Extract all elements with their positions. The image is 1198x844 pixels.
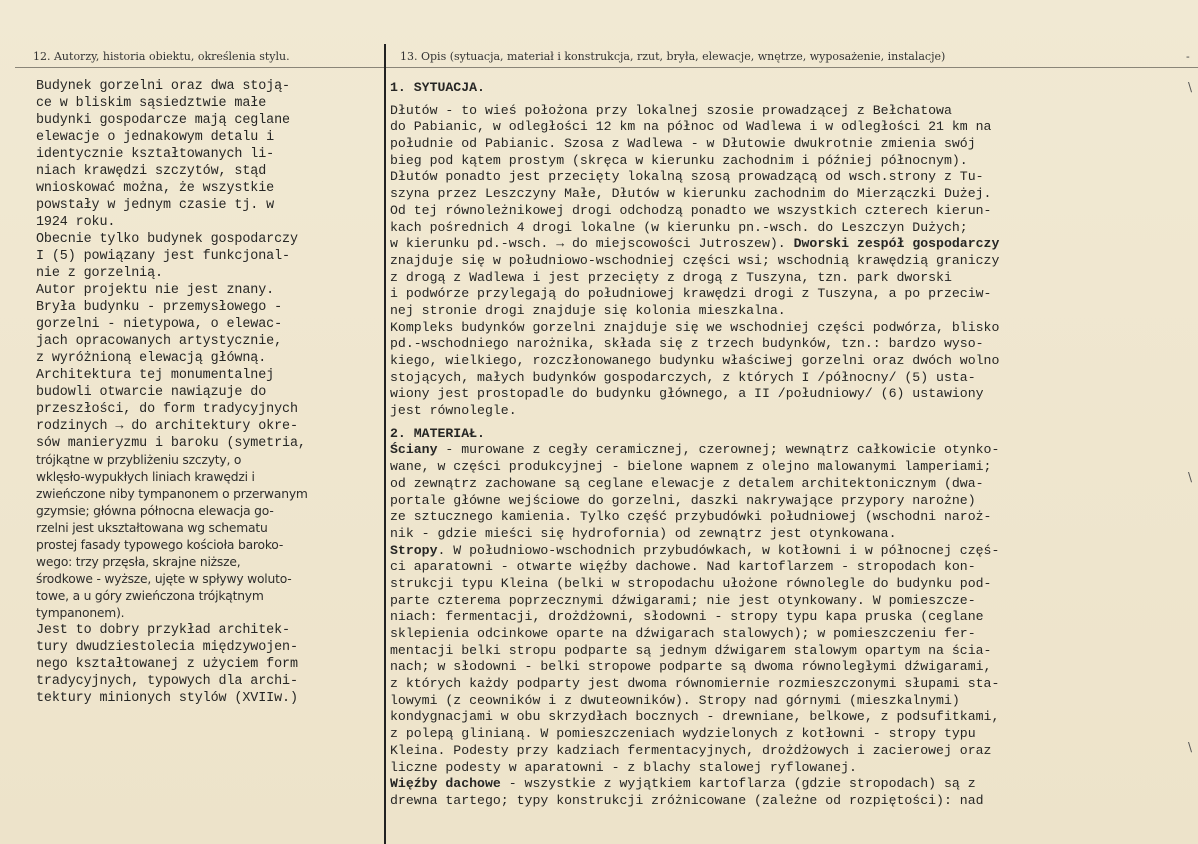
text-line: wnioskować można, że wszystkie [36, 181, 275, 196]
text-line: z drogą z Wadlewa i jest przecięty z drogą z Tuszyna, tzn. park dworski [390, 269, 952, 285]
text-line: jach opracowanych artystycznie, [36, 334, 283, 349]
text-line: powstały w jednym czasie tj. w [36, 198, 275, 213]
text-line: liczne podesty w aparatowni - z blachy stalowej ryflowanej. [390, 759, 857, 775]
line-text: w kierunku pd.-wsch. → do miejscowości Jutroszew). [390, 236, 794, 252]
heading-ceilings: Stropy [390, 542, 438, 558]
header-dash: - [1186, 50, 1190, 63]
section-title-material: 2. MATERIAŁ. [390, 425, 485, 441]
text-line: Obecnie tylko budynek gospodarczy [36, 232, 298, 247]
margin-mark: \ [1188, 740, 1193, 754]
handwritten-line: zwieńczone niby tympanonem o przerwanym [36, 487, 308, 501]
text-line: przeszłości, do form tradycyjnych [36, 402, 298, 417]
line-text: - murowane z cegły ceramicznej, czerownej; wewnątrz całkowicie otynko- [437, 442, 1000, 458]
text-line: Dłutów ponadto jest przecięty lokalną szosą prowadzącą od wsch.strony z Tu- [390, 169, 984, 185]
text-line: tury dwudziestolecia międzywojen- [36, 640, 298, 655]
handwritten-line: trójkątne w przybliżeniu szczyty, o [36, 453, 242, 467]
text-line: strukcji typu Kleina (belki w stropodachu ułożone równolegle do budynku pod- [390, 575, 992, 591]
handwritten-line: prostej fasady typowego kościoła baroko- [36, 538, 284, 552]
text-line [390, 776, 1190, 793]
handwritten-line: rzelni jest ukształtowana wg schematu [36, 521, 268, 535]
section-title-situation: 1. SYTUACJA. [390, 80, 485, 95]
text-line: 1924 roku. [36, 215, 116, 230]
text-line: Budynek gorzelni oraz dwa stoją- [36, 79, 290, 94]
text-line: od zewnątrz zachowane są ceglane elewacje z detalem architektonicznym (dwa- [390, 475, 984, 491]
text-line: z których każdy podparty jest dwoma równomiernie rozmieszczonymi słupami sta- [390, 676, 1000, 692]
handwritten-line: gzymsie; główna północna elewacja go- [36, 504, 274, 518]
text-line: tradycyjnych, typowych dla archi- [36, 674, 298, 689]
text-line: kondygnacjami w obu skrzydłach bocznych - drewniane, belkowe, z podsufitkami, [390, 709, 1000, 725]
text-line: sklepienia odcinkowe oparte na dźwigarach stalowych); w pomieszczeniu fer- [390, 626, 976, 641]
handwritten-line: wklęsło-wypukłych liniach krawędzi i [36, 470, 255, 484]
text-line: rodzinych → do architektury okre- [36, 419, 298, 434]
history-column [36, 78, 382, 707]
text-line: nik - gdzie mieści się hydrofornia) od zewnątrz jest otynkowana. [390, 525, 897, 541]
text-line [390, 543, 1190, 560]
text-line: gorzelni - nietypowa, o elewac- [36, 317, 283, 332]
text-line: kiego, wielkiego, rozczłonowanego budynku właściwej gorzelni oraz dwóch wolno [390, 353, 1000, 368]
handwritten-line: środkowe - wyższe, ujęte w spływy woluto- [36, 572, 292, 586]
text-line: Architektura tej monumentalnej [36, 368, 275, 383]
margin-mark: \ [1188, 80, 1193, 94]
text-line: szyna przez Leszczyny Małe, Dłutów w kierunku zachodnim do Mierzączki Dużej. [390, 186, 992, 202]
text-line: ci aparatowni - otwarte więźby dachowe. Nad kartoflarzem - stropodach kon- [390, 559, 976, 575]
text-line: jest równolegle. [390, 403, 517, 419]
text-line: ze sztucznego kamienia. Tylko część przybudówki południowej (wschodni naroż- [390, 509, 992, 525]
text-line: portale główne wejściowe do gorzelni, daszki nakrywające przypory narożne) [390, 492, 976, 508]
text-line: mentacji belki stropu podparte są jednym dźwigarem stalowym opartym na ścia- [390, 642, 992, 658]
text-line: pd.-wschodniego narożnika, składa się z trzech budynków, tzn.: bardzo wyso- [390, 336, 984, 352]
text-line: południe od Pabianic. Szosa z Wadlewa - w Dłutowie dwukrotnie zmienia swój [390, 136, 976, 152]
text-line: Kleina. Podesty przy kadziach fermentacyjnych, drożdżowych i zacierowej oraz [390, 742, 992, 758]
text-line: ce w bliskim sąsiedztwie małe [36, 96, 267, 111]
header-rule [15, 67, 1198, 68]
line-text: - wszystkie z wyjątkiem kartoflarza (gdzie stropodach) są z [500, 776, 976, 792]
text-line: nej stronie drogi znajduje się kolonia mieszkalna. [390, 302, 786, 318]
text-line: lowymi (z ceowników i z dwuteowników). Stropy nad górnymi (mieszkalnymi) [390, 692, 960, 708]
text-line: znajduje się w południowo-wschodniej części wsi; wschodnią krawędzią graniczy [390, 252, 1000, 268]
text-line: sów manieryzmu i baroku (symetria, [36, 436, 306, 451]
text-line: tektury minionych stylów (XVIIw.) [36, 691, 298, 706]
line-text: . W południowo-wschodnich przybudówkach, w kotłowni i w północnej częś- [437, 542, 1000, 558]
text-line: Autor projektu nie jest znany. [36, 283, 275, 298]
handwritten-line: towe, a u góry zwieńczona trójkątnym [36, 589, 264, 603]
text-line: elewacje o jednakowym detalu i [36, 130, 275, 145]
handwritten-line: tympanonem). [36, 606, 125, 620]
text-line: z wyróżnioną elewacją główną. [36, 351, 267, 366]
right-column-header: 13. Opis (sytuacja, materiał i konstrukcja, rzut, bryła, elewacje, wnętrze, wyposażenie, instalacje) [400, 50, 946, 63]
text-line: stojących, małych budynków gospodarczych, z których I /północny/ (5) usta- [390, 369, 976, 385]
text-line: nego kształtowanej z użyciem form [36, 657, 298, 672]
text-line: Od tej równoleżnikowej drogi odchodzą ponadto we wszystkich czterech kierun- [390, 202, 992, 218]
text-line: Jest to dobry przykład architek- [36, 623, 290, 638]
heading-roof-trusses: Więźby dachowe [390, 776, 501, 792]
text-line: wane, w części produkcyjnej - bielone wapnem z olejno malowanymi lamperiami; [390, 459, 992, 475]
text-line: niach krawędzi szczytów, stąd [36, 164, 267, 179]
text-line: bieg pod kątem prostym (skręca w kierunku zachodnim i później północnym). [390, 152, 968, 168]
handwritten-line: wego: trzy przęsła, skrajne niższe, [36, 555, 241, 569]
column-divider [384, 44, 386, 844]
text-line: budowli otwarcie nawiązuje do [36, 385, 267, 400]
text-line: i podwórze przylegają do południowej krawędzi drogi z Tuszyna, a po przeciw- [390, 286, 992, 302]
description-column [390, 80, 1193, 810]
heading-walls: Ściany [390, 442, 438, 458]
margin-mark: \ [1188, 470, 1193, 484]
text-line: kach pośrednich 4 drogi lokalne (w kierunku pn.-wsch. do Leszczyn Dużych; [390, 219, 968, 235]
text-line: z polepą glinianą. W pomieszczeniach wydzielonych z kotłowni - stropy typu [390, 726, 976, 742]
text-line [390, 442, 1190, 459]
text-line: nach; w słodowni - belki stropowe podparte są dwoma równoległymi dźwigarami, [390, 659, 992, 675]
text-line: do Pabianic, w odległości 12 km na północ od Wadlewa i w odległości 21 km na [390, 119, 992, 135]
text-line: niach: fermentacji, drożdżowni, słodowni - stropy typu kapa pruska (ceglane [390, 609, 984, 625]
heading-farm-complex: Dworski zespół gospodarczy [793, 236, 1000, 252]
text-line: nie z gorzelnią. [36, 266, 163, 281]
text-line: Kompleks budynków gorzelni znajduje się we wschodniej części podwórza, blisko [390, 319, 1000, 335]
text-line: parte czterema poprzecznymi dźwigarami; nie jest otynkowany. W pomieszcze- [390, 592, 976, 608]
text-line: wiony jest prostopadle do budynku głównego, a II /południowy/ (6) ustawiony [390, 386, 984, 402]
text-line: budynki gospodarcze mają ceglane [36, 113, 290, 128]
text-line: identycznie kształtowanych li- [36, 147, 275, 162]
text-line: Bryła budynku - przemysłowego - [36, 300, 283, 315]
text-line: Dłutów - to wieś położona przy lokalnej szosie prowadzącej z Bełchatowa [390, 102, 952, 118]
text-line: drewna tartego; typy konstrukcji zróżnicowane (zależne od rozpiętości): nad [390, 792, 984, 808]
text-line: I (5) powiązany jest funkcjonal- [36, 249, 290, 264]
text-line [390, 236, 1190, 253]
left-column-header: 12. Autorzy, historia obiektu, określenia stylu. [33, 50, 290, 63]
